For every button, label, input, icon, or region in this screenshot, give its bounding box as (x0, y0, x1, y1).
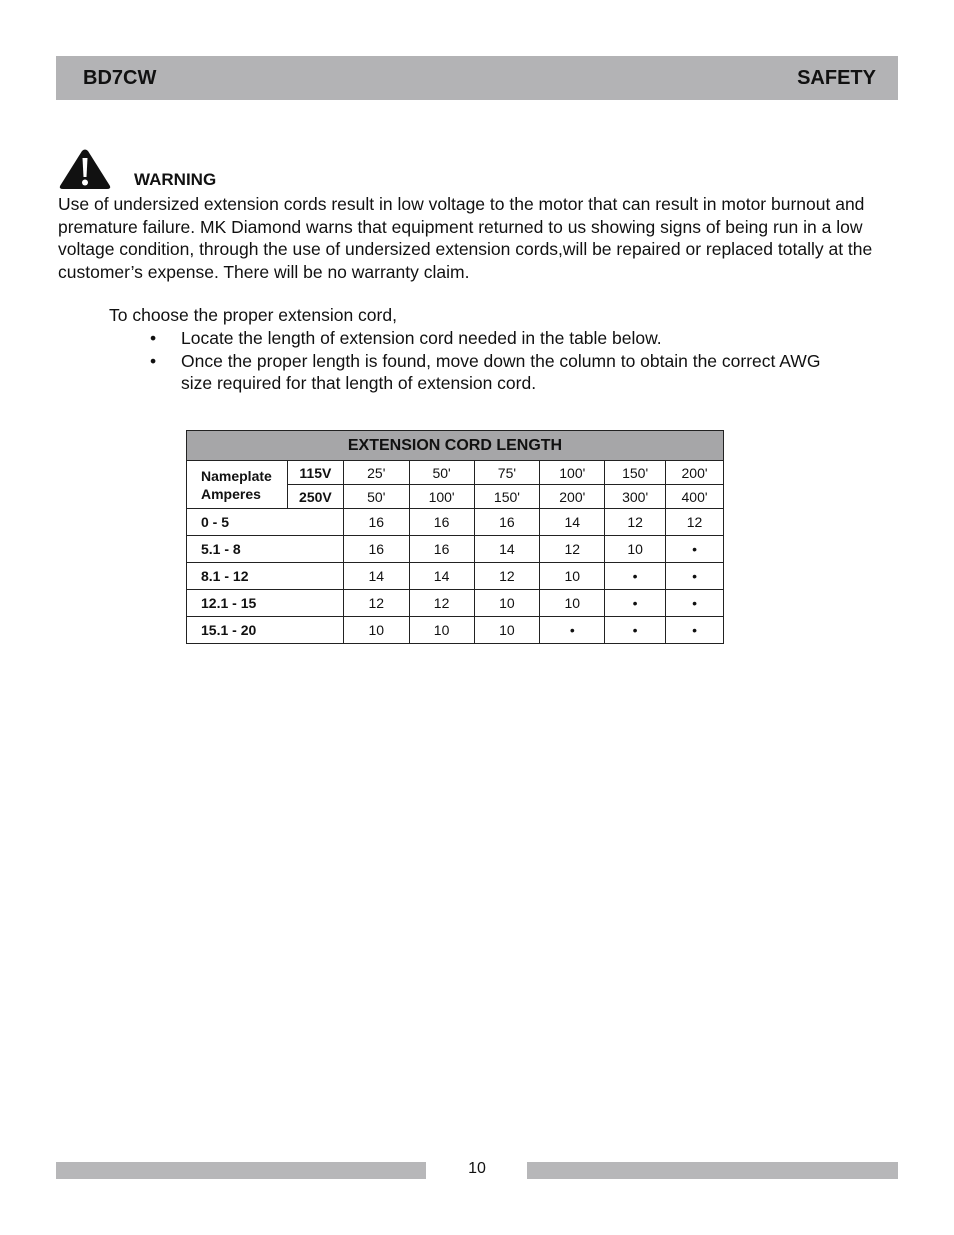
awg-cell: 16 (474, 509, 540, 536)
length-cell: 50' (409, 461, 474, 485)
extension-cord-table (186, 430, 724, 644)
nameplate-amperes-label: Nameplate Amperes (187, 461, 288, 509)
table-row (187, 536, 724, 563)
awg-cell: 16 (409, 536, 474, 563)
bullet-icon: • (150, 328, 157, 348)
awg-cell: 12 (343, 590, 409, 617)
warning-triangle-icon (59, 148, 111, 190)
table-row (187, 563, 724, 590)
page-number: 10 (468, 1160, 486, 1177)
table-row (187, 617, 724, 644)
footer-bar-right (527, 1162, 898, 1179)
awg-cell: 14 (409, 563, 474, 590)
length-cell: 150' (474, 485, 540, 509)
amperage-range: 12.1 - 15 (187, 590, 344, 617)
awg-cell: 12 (409, 590, 474, 617)
table-row (187, 509, 724, 536)
amperage-range: 8.1 - 12 (187, 563, 344, 590)
length-cell: 75' (474, 461, 540, 485)
awg-cell: 14 (474, 536, 540, 563)
length-cell: 50' (343, 485, 409, 509)
awg-cell: 10 (474, 617, 540, 644)
awg-cell: 14 (343, 563, 409, 590)
awg-cell: 10 (343, 617, 409, 644)
amperage-range: 5.1 - 8 (187, 536, 344, 563)
amperage-range: 15.1 - 20 (187, 617, 344, 644)
instructions-list (150, 327, 850, 395)
warning-title: WARNING (134, 170, 217, 189)
awg-cell: • (605, 590, 666, 617)
length-cell: 100' (540, 461, 605, 485)
awg-cell: • (605, 563, 666, 590)
length-cell: 200' (666, 461, 724, 485)
awg-cell: • (666, 590, 724, 617)
awg-cell: • (666, 617, 724, 644)
length-cell: 100' (409, 485, 474, 509)
table-title: EXTENSION CORD LENGTH (187, 431, 724, 461)
length-cell: 400' (666, 485, 724, 509)
warning-text: Use of undersized extension cords result in low voltage to the motor that can result in motor burnout and premature failure. MK Diamond warns that equipment returned to us showing signs of being run in a low voltage condition, through the use of undersized extension cords,will be repaired or replaced totally at the customer’s expense. There will be no warranty claim. (58, 194, 873, 282)
voltage-label: 250V (287, 485, 343, 509)
awg-cell: 12 (605, 509, 666, 536)
awg-cell: • (666, 536, 724, 563)
awg-cell: • (540, 617, 605, 644)
awg-cell: 10 (474, 590, 540, 617)
instructions-intro: To choose the proper extension cord, (109, 305, 397, 325)
length-cell: 300' (605, 485, 666, 509)
table-row (187, 590, 724, 617)
list-item (150, 350, 850, 395)
awg-cell: 10 (605, 536, 666, 563)
model-name: BD7CW (83, 66, 157, 89)
bullet-icon: • (150, 350, 157, 371)
section-title: SAFETY (797, 66, 876, 89)
awg-cell: 10 (540, 563, 605, 590)
awg-cell: 14 (540, 509, 605, 536)
header-bar (56, 56, 898, 100)
footer-bar-left (56, 1162, 426, 1179)
awg-cell: 16 (343, 509, 409, 536)
length-cell: 25' (343, 461, 409, 485)
length-cell: 150' (605, 461, 666, 485)
awg-cell: • (666, 563, 724, 590)
amperage-range: 0 - 5 (187, 509, 344, 536)
awg-cell: 12 (474, 563, 540, 590)
list-item-text: Locate the length of extension cord needed in the table below. (181, 328, 662, 348)
awg-cell: 12 (666, 509, 724, 536)
awg-cell: 16 (409, 509, 474, 536)
awg-cell: 10 (409, 617, 474, 644)
length-cell: 200' (540, 485, 605, 509)
awg-cell: 12 (540, 536, 605, 563)
list-item (150, 327, 850, 350)
voltage-label: 115V (287, 461, 343, 485)
list-item-text: Once the proper length is found, move down the column to obtain the correct AWG size required for that length of extension cord. (181, 350, 821, 393)
awg-cell: • (605, 617, 666, 644)
awg-cell: 10 (540, 590, 605, 617)
awg-cell: 16 (343, 536, 409, 563)
